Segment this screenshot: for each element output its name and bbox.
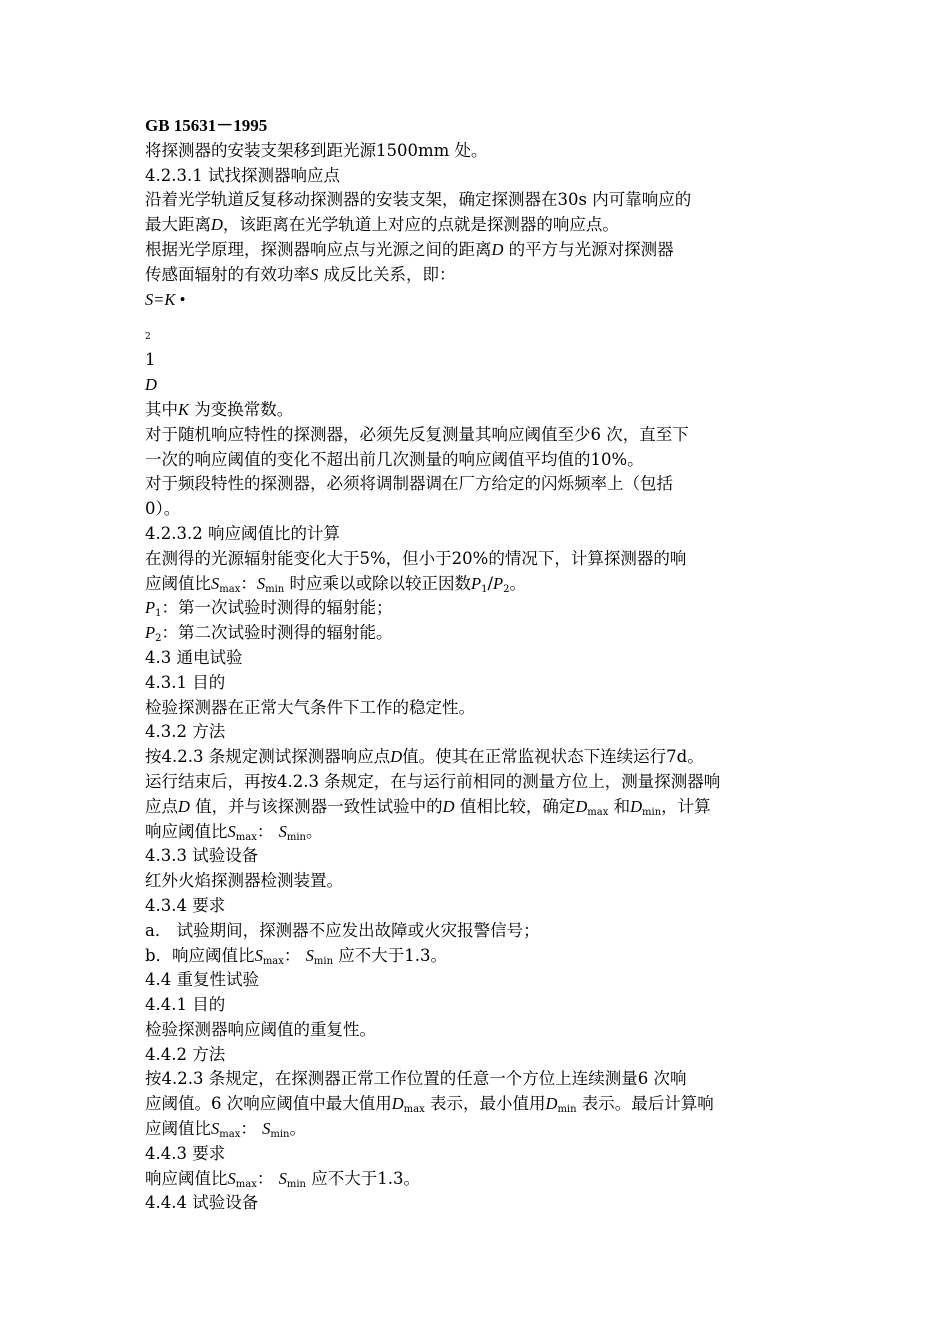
text-line: 响应阈值比$S_{max}$： $S_{min}$。 <box>145 821 323 843</box>
section-heading: 4.2.3.1 试找探测器响应点 <box>145 165 340 185</box>
formula-numerator: 1 <box>145 350 156 370</box>
text-line: 运行结束后，再按4.2.3 条规定，在与运行前相同的测量方位上，测量探测器响 <box>145 771 721 791</box>
formula-line: S=K • <box>145 289 186 309</box>
text-line: 将探测器的安装支架移到距光源1500mm 处。 <box>145 140 488 160</box>
text-line: 应阈值比$S_{max}$：$S_{min}$ 时应乘以或除以较正因数$P_1/P_2$。 <box>145 573 526 595</box>
text-line: 0）。 <box>145 499 181 519</box>
text-line: 传感面辐射的有效功率S 成反比关系，即： <box>145 264 456 284</box>
text-line: 应阈值比$S_{max}$： $S_{min}$。 <box>145 1119 306 1141</box>
text-line: 应阈值。6 次响应阈值中最大值用$D_{max}$ 表示，最小值用$D_{min}$ 表示。最后计算响 <box>145 1094 714 1116</box>
section-heading: 4.3.4 要求 <box>145 895 226 915</box>
section-heading: 4.4.2 方法 <box>145 1044 226 1064</box>
text-line: 按4.2.3 条规定测试探测器响应点D值。使其在正常监视状态下连续运行7d。 <box>145 747 704 767</box>
text-line: 检验探测器在正常大气条件下工作的稳定性。 <box>145 697 475 717</box>
section-heading: 4.4.1 目的 <box>145 995 226 1015</box>
formula-exponent: 2 <box>145 332 151 343</box>
list-item: b．响应阈值比$S_{max}$： $S_{min}$ 应不大于1.3。 <box>145 945 448 967</box>
text-line: 一次的响应阈值的变化不超出前几次测量的响应阈值平均值的10%。 <box>145 449 644 469</box>
document-page <box>145 114 825 1216</box>
text-line: 对于随机响应特性的探测器，必须先反复测量其响应阈值至少6 次，直至下 <box>145 424 689 444</box>
text-line: 检验探测器响应阈值的重复性。 <box>145 1019 376 1039</box>
section-heading: 4.3.3 试验设备 <box>145 846 259 866</box>
text-line: 在测得的光源辐射能变化大于5%，但小于20%的情况下，计算探测器的响 <box>145 548 687 568</box>
text-line: 对于频段特性的探测器，必须将调制器调在厂方给定的闪烁频率上（包括 <box>145 474 673 494</box>
section-heading: 4.3.2 方法 <box>145 722 226 742</box>
list-item: a． 试验期间，探测器不应发出故障或火灾报警信号； <box>145 920 540 940</box>
section-heading: 4.4.4 试验设备 <box>145 1193 259 1213</box>
text-line: 应点D 值，并与该探测器一致性试验中的D 值相比较，确定$D_{max}$ 和$D_{min}$，计算 <box>145 796 711 818</box>
section-heading: 4.2.3.2 响应阈值比的计算 <box>145 523 340 543</box>
section-heading: 4.3.1 目的 <box>145 672 226 692</box>
text-line: $P_2$：第二次试验时测得的辐射能。 <box>145 623 393 645</box>
section-heading: 4.4.3 要求 <box>145 1143 226 1163</box>
text-line: 根据光学原理，探测器响应点与光源之间的距离D 的平方与光源对探测器 <box>145 239 674 259</box>
text-line: 按4.2.3 条规定，在探测器正常工作位置的任意一个方位上连续测量6 次响 <box>145 1069 687 1089</box>
formula-denominator: D <box>145 375 157 395</box>
text-line: 响应阈值比$S_{max}$： $S_{min}$ 应不大于1.3。 <box>145 1168 420 1190</box>
section-heading: 4.4 重复性试验 <box>145 970 259 990</box>
text-line: 沿着光学轨道反复移动探测器的安装支架，确定探测器在30s 内可靠响应的 <box>145 190 692 210</box>
section-heading: 4.3 通电试验 <box>145 647 243 667</box>
text-line: $P_1$：第一次试验时测得的辐射能； <box>145 598 393 620</box>
text-line: 其中K 为变换常数。 <box>145 399 294 419</box>
text-line: 红外火焰探测器检测装置。 <box>145 871 343 891</box>
text-line: 最大距离D，该距离在光学轨道上对应的点就是探测器的响应点。 <box>145 215 619 235</box>
standard-code: GB 15631－1995 <box>145 116 268 135</box>
